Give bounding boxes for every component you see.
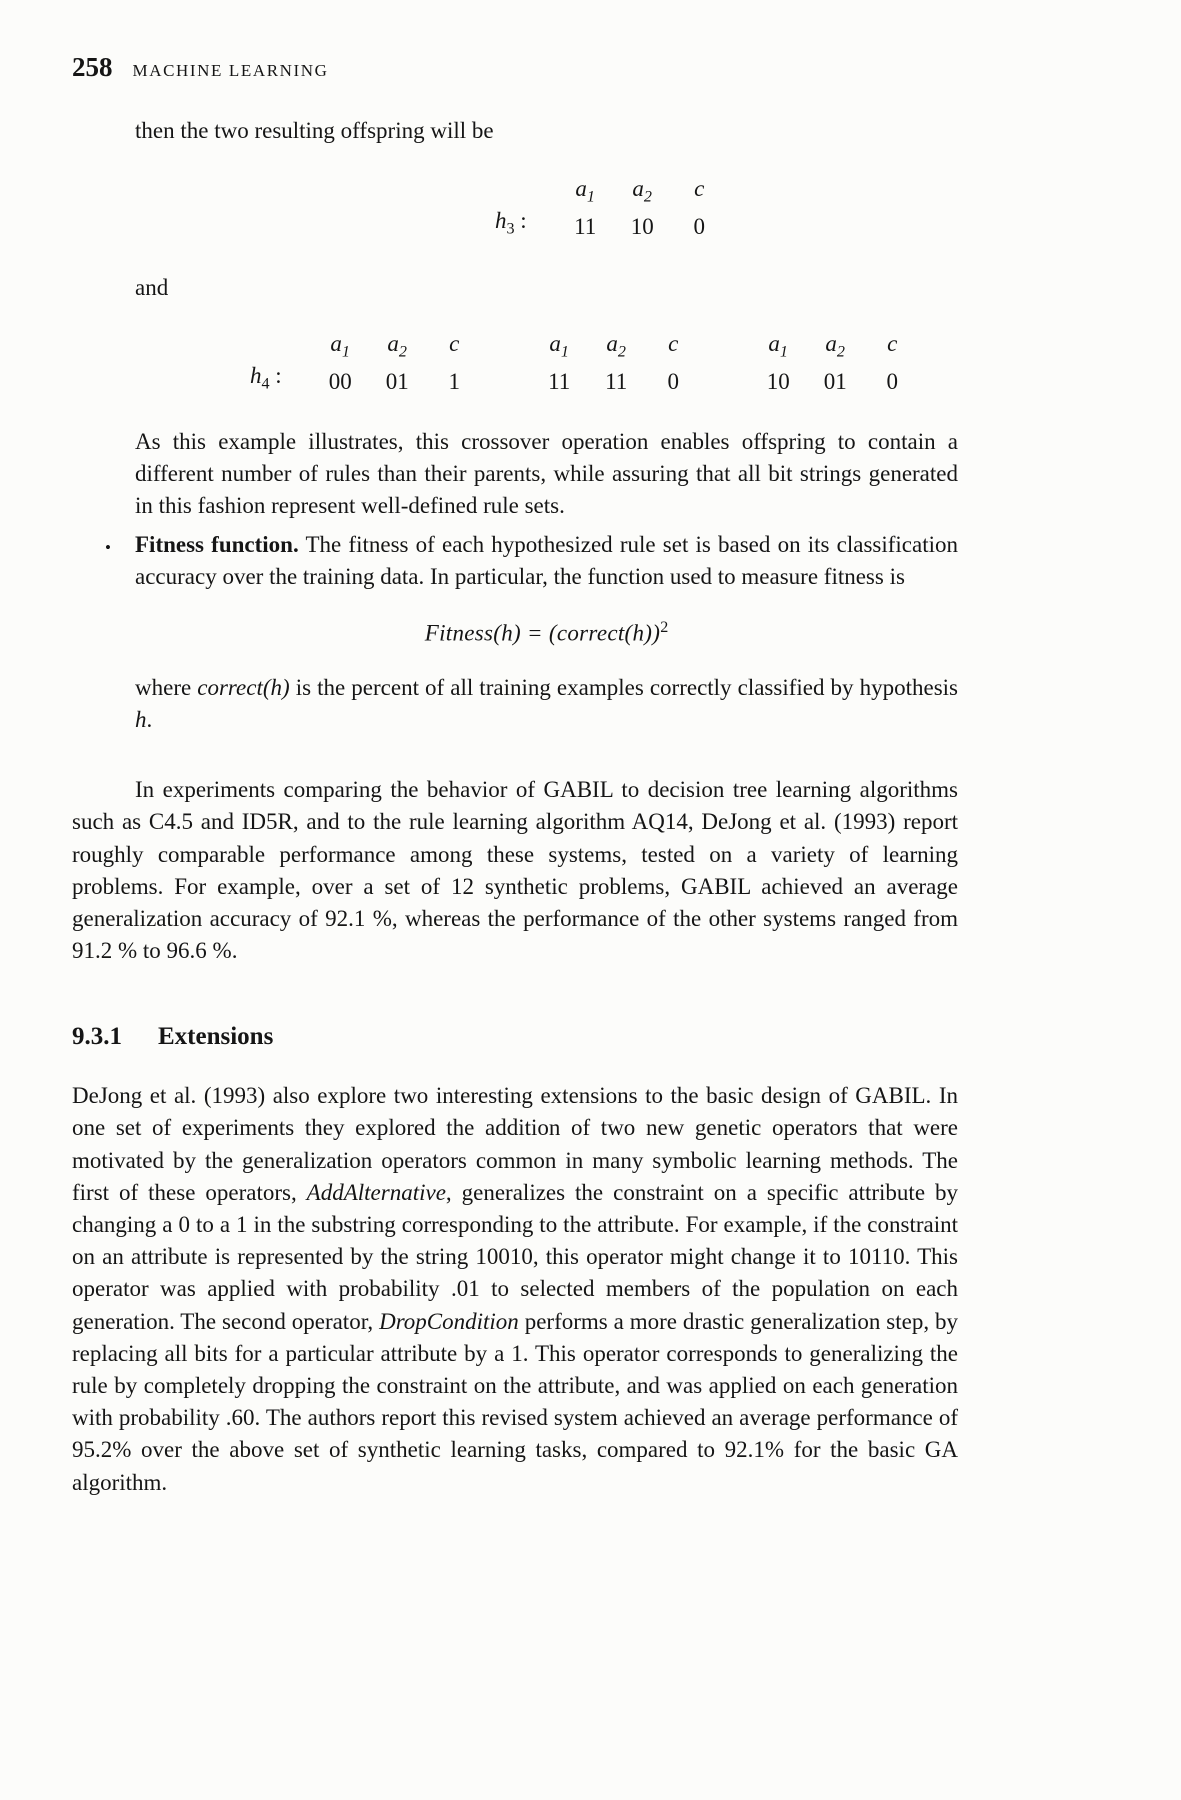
- where-text: where: [135, 674, 198, 700]
- add-alternative-term: AddAlternative: [306, 1179, 446, 1205]
- column-header: c: [887, 330, 898, 356]
- h4-bit-group-2: [531, 328, 702, 398]
- hypothesis-colon: :: [514, 208, 527, 234]
- value-cell: 01: [385, 368, 409, 394]
- column-header: c: [449, 330, 460, 356]
- value-cell: 00: [328, 368, 352, 394]
- column-header: $a_1$: [575, 176, 595, 206]
- equation-superscript: 2: [660, 618, 669, 636]
- crossover-paragraph: As this example illustrates, this crossover operation enables offspring to contain a different number of rules than their parents, while assuring that all bit strings generated in this fashion represent well-defined rule sets.: [135, 429, 958, 519]
- offspring-h4-display: [250, 328, 958, 398]
- bullet-text: The fitness of each hypothesized rule set is based on its classification accuracy over the training data. In particular, the function used to measure fitness is: [135, 531, 959, 589]
- value-cell: 0: [693, 214, 705, 240]
- running-head: MACHINE LEARNING: [132, 61, 329, 80]
- value-cell: 11: [605, 368, 628, 394]
- hypothesis-symbol: h: [250, 362, 262, 388]
- h4-bit-group-3: [750, 328, 921, 398]
- extensions-text: performs a more drastic generalization step, by replacing all bits for a particular attribute by a 1. This operator corresponds to generalizing the rule by completely dropping the constraint on the attribute, and was applied on each generation with probability .60. The authors report this revised system achieved an average performance of 95.2% over the above set of synthetic learning tasks, compared to 92.1% for the basic GA algorithm.: [72, 1308, 958, 1495]
- column-header: $a_1$: [330, 330, 350, 361]
- extensions-paragraph: [72, 1080, 958, 1498]
- where-text: is the percent of all training examples correctly classified by hypothesis: [289, 674, 958, 700]
- hypothesis-h3-label: [495, 173, 527, 241]
- where-paragraph: [135, 672, 958, 736]
- column-header: $a_1$: [768, 330, 788, 361]
- intro-paragraph: then the two resulting offspring will be: [135, 118, 494, 143]
- fitness-equation: [135, 617, 958, 650]
- section-title: Extensions: [158, 1023, 274, 1051]
- hypothesis-symbol: h: [495, 208, 507, 234]
- value-cell: 11: [574, 214, 597, 240]
- section-heading: [72, 1019, 958, 1054]
- value-cell: 10: [766, 368, 790, 394]
- and-connector: and: [135, 274, 169, 300]
- column-header: $a_2$: [632, 176, 652, 206]
- value-cell: 10: [630, 214, 654, 240]
- value-cell: 0: [667, 368, 679, 394]
- bullet-icon: •: [105, 537, 111, 557]
- column-header: $a_1$: [549, 330, 569, 361]
- value-cell: 01: [823, 368, 847, 394]
- h3-bit-group: [557, 173, 728, 243]
- value-cell: 0: [886, 368, 898, 394]
- correct-h-term: correct(h): [197, 674, 290, 700]
- column-header: c: [694, 176, 705, 202]
- section-number: 9.3.1: [72, 1023, 122, 1051]
- column-header: $a_2$: [387, 330, 407, 361]
- where-text: .: [146, 706, 153, 732]
- column-header: $a_2$: [606, 330, 626, 361]
- bullet-lead: Fitness function.: [135, 531, 299, 557]
- page-header: [72, 52, 958, 83]
- h4-bit-group-1: [312, 328, 483, 398]
- drop-condition-term: DropCondition: [379, 1308, 519, 1334]
- hypothesis-subscript: 4: [261, 375, 270, 393]
- hypothesis-subscript: 3: [506, 220, 515, 238]
- column-header: $a_2$: [825, 330, 845, 361]
- hypothesis-colon: :: [269, 362, 282, 388]
- experiments-paragraph: In experiments comparing the behavior of GABIL to decision tree learning algorithms such as C4.5 and ID5R, and to the rule learning algorithm AQ14, DeJong et al. (1993) report roughly comparable performance among these systems, tested on a variety of learning problems. For example, over a set of 12 synthetic problems, GABIL achieved an average generalization accuracy of 92.1 %, whereas the performance of the other systems ranged from 91.2 % to 96.6 %.: [72, 777, 958, 964]
- extensions-text: , generalizes the constraint on a specific attribute by changing a 0 to a 1 in the substring corresponding to the attribute. For example, if the constraint on an attribute is represented by the string 10010, this operator might change it to 10110. This operator was applied with probability .01 to selected members of the population on each generation. The second operator,: [72, 1179, 959, 1334]
- extensions-text: DeJong et al. (1993) also explore two interesting extensions to the basic design of GABIL. In one set of experiments they explored the addition of two new genetic operators that were motivated by the generalization operators common in many symbolic learning methods. The first of these operators,: [72, 1083, 958, 1205]
- hypothesis-h4-label: [250, 328, 282, 396]
- column-header: c: [668, 330, 679, 356]
- indented-content-block: [105, 115, 959, 736]
- fitness-bullet-item: [105, 529, 959, 593]
- value-cell: 1: [448, 368, 460, 394]
- value-cell: 11: [548, 368, 571, 394]
- offspring-h3-display: [495, 173, 958, 243]
- page-number: 258: [72, 52, 113, 82]
- equation-body: Fitness(h) = (correct(h)): [424, 620, 661, 646]
- hypothesis-term: h: [135, 706, 147, 732]
